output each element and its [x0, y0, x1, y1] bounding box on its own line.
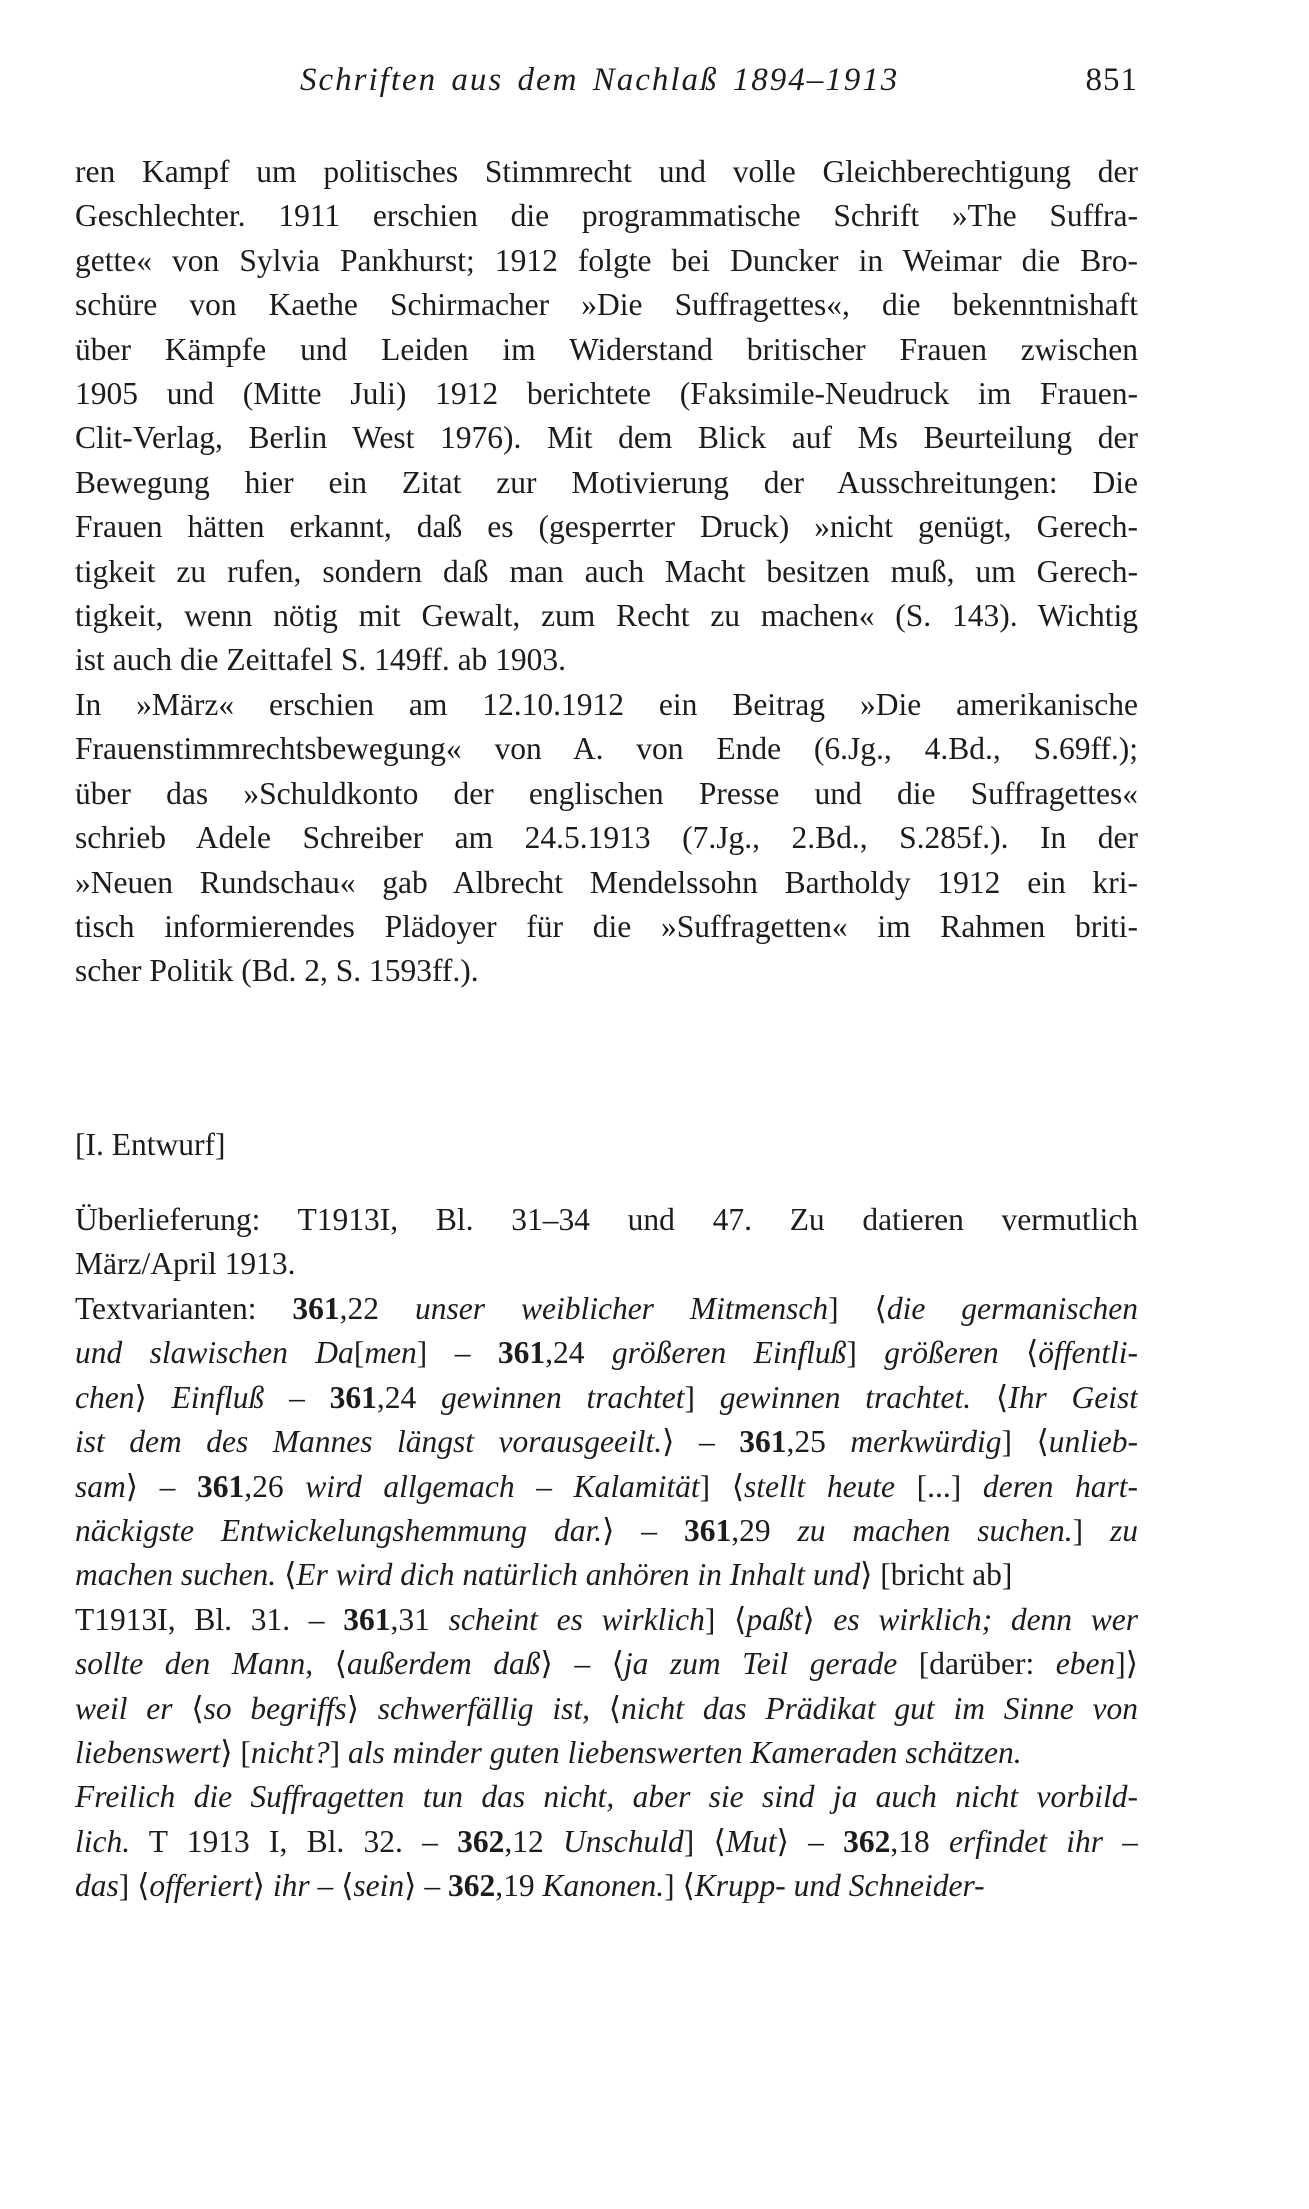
editorial-text: ⟨	[334, 1646, 347, 1682]
variant-text: näckigste Entwickelungshemmung dar.	[75, 1512, 603, 1548]
variant-text: scheint es wirklich	[448, 1601, 705, 1637]
variant-text: schwerfällig ist,	[377, 1690, 609, 1726]
running-title: Schriften aus dem Nachlaß 1894–1913	[300, 62, 900, 98]
editorial-text: ]	[684, 1379, 720, 1415]
text-line: Frauen hätten erkannt, daß es (gesperrter Druck) »nicht genügt, Gerech-	[75, 509, 1138, 545]
editorial-text: ]	[1072, 1512, 1110, 1548]
page-reference: 362	[457, 1823, 505, 1859]
editorial-text: ,12	[504, 1823, 564, 1859]
editorial-text: T1913I, Bl. 31. –	[75, 1601, 344, 1637]
text-line	[75, 1731, 1138, 1775]
variant-text: so begriffs	[203, 1690, 347, 1726]
variant-text: nicht das Prädikat gut im Sinne von	[621, 1690, 1138, 1726]
editorial-text: ,19	[495, 1868, 543, 1904]
page-reference: 362	[447, 1868, 496, 1904]
editorial-text: ,22	[339, 1291, 416, 1326]
variant-text: größeren	[884, 1335, 1026, 1371]
variant-text: stellt heute	[743, 1468, 917, 1504]
text-line: Überlieferung: T1913I, Bl. 31–34 und 47. Zu datieren vermutlich	[75, 1202, 1138, 1237]
text-line: tigkeit, wenn nötig mit Gewalt, zum Recht zu machen« (S. 143). Wichtig	[75, 597, 1138, 633]
editorial-text: [...]	[916, 1468, 983, 1504]
text-line	[75, 1864, 1138, 1908]
variant-text: Freilich die Suffragetten tun das nicht, aber sie sind ja auch nicht vorbild-	[75, 1779, 1138, 1815]
variant-text: gewinnen trachtet.	[719, 1379, 996, 1415]
text-line: 1905 und (Mitte Juli) 1912 berichtete (Faksimile-Neudruck im Frauen-	[75, 375, 1138, 411]
editorial-text: ,26	[244, 1468, 306, 1504]
editorial-text: ⟨	[995, 1379, 1009, 1415]
text-line	[75, 1331, 1138, 1375]
page-reference: 361	[683, 1512, 732, 1548]
editorial-text: ⟨	[191, 1690, 204, 1726]
text-line: Frauenstimmrechtsbewegung« von A. von Ende (6.Jg., 4.Bd., S.69ff.);	[75, 731, 1138, 767]
variant-text: men	[364, 1335, 417, 1371]
editorial-text: ] –	[416, 1335, 498, 1371]
editorial-text: ⟨	[1025, 1335, 1039, 1371]
ueberlieferung-paragraph	[75, 1198, 1138, 1287]
editorial-text: ⟩ [bricht ab]	[860, 1557, 1013, 1593]
editorial-text: ,18	[890, 1823, 950, 1859]
editorial-text: ,24	[376, 1379, 442, 1415]
text-line: März/April 1913.	[75, 1246, 296, 1282]
editorial-text: ⟩	[802, 1601, 834, 1637]
text-line: ist auch die Zeittafel S. 149ff. ab 1903.	[75, 642, 567, 678]
variant-text: merkwürdig	[850, 1424, 1002, 1460]
variant-text: chen	[75, 1379, 135, 1415]
editorial-text: ] ⟨	[704, 1601, 747, 1637]
variant-text: paßt	[746, 1601, 803, 1637]
variant-text: sein	[353, 1868, 405, 1904]
page-reference: 361	[739, 1424, 787, 1460]
text-line: In »März« erschien am 12.10.1912 ein Beitrag »Die amerikanische	[75, 687, 1138, 722]
text-line	[75, 1420, 1138, 1464]
text-line	[75, 1775, 1138, 1819]
editorial-text: ,31	[390, 1601, 449, 1637]
editorial-text: ⟩	[134, 1379, 172, 1415]
variant-text: das	[75, 1868, 119, 1904]
variant-text: Kanonen.	[542, 1868, 665, 1904]
variant-text: Einfluß	[171, 1379, 265, 1415]
variant-text: als minder guten liebenswerten Kameraden schätzen.	[348, 1734, 1022, 1770]
variant-text: nicht?	[250, 1734, 330, 1770]
variant-text: erfindet ihr –	[949, 1823, 1138, 1859]
editorial-text: ⟩ [	[220, 1734, 251, 1770]
editorial-text: ⟨	[284, 1557, 297, 1593]
variant-text: Unschuld	[563, 1823, 684, 1859]
editorial-text: [darüber:	[918, 1646, 1056, 1682]
text-line: Bewegung hier ein Zitat zur Motivierung der Ausschreitungen: Die	[75, 464, 1138, 500]
variant-text: unser weiblicher Mitmensch	[415, 1291, 829, 1326]
variant-text: wird allgemach – Kalamität	[305, 1468, 700, 1504]
variant-text: die germanischen	[886, 1291, 1138, 1326]
text-line: über das »Schuldkonto der englischen Presse und die Suffragettes«	[75, 775, 1138, 811]
editorial-text: ⟩ –	[776, 1823, 844, 1859]
text-line: »Neuen Rundschau« gab Albrecht Mendelssohn Bartholdy 1912 ein kri-	[75, 864, 1138, 900]
editorial-text: ] ⟨	[664, 1868, 695, 1904]
text-line	[75, 1687, 1138, 1731]
editorial-text: ⟨	[608, 1690, 622, 1726]
variant-text: Er wird dich natürlich anhören in Inhalt und	[296, 1557, 861, 1593]
editorial-text: ⟩ –	[602, 1512, 684, 1548]
variant-text: liebenswert	[75, 1734, 221, 1770]
editorial-text: – ⟨	[309, 1868, 354, 1904]
editorial-text: ]	[846, 1335, 885, 1371]
editorial-text: ,24	[545, 1335, 612, 1371]
editorial-text: [	[353, 1335, 365, 1371]
commentary-paragraph-2	[75, 683, 1138, 994]
editorial-text: ] ⟨	[1001, 1424, 1049, 1460]
editorial-text: –	[264, 1379, 330, 1415]
text-line	[75, 1553, 1138, 1597]
editorial-text: ] ⟨	[828, 1291, 887, 1326]
editorial-text: ⟩ –	[125, 1468, 197, 1504]
text-line	[75, 1287, 1138, 1331]
page-number: 851	[1085, 62, 1138, 98]
editorial-text: ⟩	[346, 1690, 378, 1726]
editorial-text: ⟩ – ⟨	[540, 1646, 624, 1682]
text-line: schrieb Adele Schreiber am 24.5.1913 (7.Jg., 2.Bd., S.285f.). In der	[75, 820, 1138, 856]
variant-text: es wirklich; denn wer	[833, 1601, 1138, 1637]
text-line	[75, 1642, 1138, 1686]
variant-text: Mut	[725, 1823, 777, 1859]
editorial-text: ⟩ –	[404, 1868, 448, 1904]
editorial-text: T 1913 I, Bl. 32. –	[130, 1823, 458, 1859]
page-reference: 361	[292, 1291, 340, 1326]
text-line: ren Kampf um politisches Stimmrecht und volle Gleichberechtigung der	[75, 154, 1138, 189]
text-line: gette« von Sylvia Pankhurst; 1912 folgte bei Duncker in Weimar die Bro-	[75, 242, 1138, 278]
editorial-text: ⟩	[252, 1868, 273, 1904]
text-line	[75, 1820, 1138, 1864]
variant-text: lich.	[75, 1823, 131, 1859]
editorial-text: ] ⟨	[118, 1868, 150, 1904]
text-line: Clit-Verlag, Berlin West 1976). Mit dem Blick auf Ms Beurteilung der	[75, 420, 1138, 456]
page-reference: 361	[343, 1601, 391, 1637]
text-line: tigkeit zu rufen, sondern daß man auch Macht besitzen muß, um Gerech-	[75, 553, 1138, 589]
page-reference: 362	[843, 1823, 891, 1859]
variant-text: unlieb-	[1048, 1424, 1138, 1460]
editorial-text: Textvarianten:	[75, 1291, 293, 1326]
variant-text: ihr	[272, 1868, 310, 1904]
variant-text: zu	[1109, 1512, 1138, 1548]
section-heading-text: [I. Entwurf]	[75, 1127, 226, 1162]
variant-text: Krupp- und Schneider-	[694, 1868, 985, 1904]
variant-text: zu machen suchen.	[797, 1512, 1073, 1548]
running-header	[300, 62, 1138, 112]
text-line: schüre von Kaethe Schirmacher »Die Suffragettes«, die bekenntnishaft	[75, 287, 1138, 323]
section-heading	[75, 1123, 1138, 1167]
variant-text: eben	[1055, 1646, 1116, 1682]
page-reference: 361	[197, 1468, 245, 1504]
text-line	[75, 1465, 1138, 1509]
page-reference: 361	[497, 1335, 546, 1371]
commentary-paragraph-1	[75, 150, 1138, 683]
variant-text: sollte den Mann,	[75, 1646, 335, 1682]
variant-text: ist dem des Mannes längst vorausgeeilt.	[75, 1424, 663, 1460]
textvarianten-paragraph	[75, 1287, 1138, 1908]
variant-text: Ihr Geist	[1008, 1379, 1138, 1415]
variant-text: offeriert	[149, 1868, 253, 1904]
editorial-text: ]⟩	[1115, 1646, 1138, 1682]
editorial-text: ,29	[731, 1512, 798, 1548]
variant-text: gewinnen trachtet	[441, 1379, 685, 1415]
text-line: scher Politik (Bd. 2, S. 1593ff.).	[75, 953, 479, 989]
text-line: tisch informierendes Plädoyer für die »Suffragetten« im Rahmen briti-	[75, 908, 1138, 944]
variant-text: öffentli-	[1038, 1335, 1138, 1371]
variant-text: und slawischen Da	[75, 1335, 354, 1371]
page-reference: 361	[329, 1379, 377, 1415]
editorial-text: ] ⟨	[699, 1468, 744, 1504]
editorial-text: ⟩ –	[662, 1424, 740, 1460]
text-line: Geschlechter. 1911 erschien die programmatische Schrift »The Suffra-	[75, 198, 1138, 234]
text-line	[75, 1598, 1138, 1642]
editorial-text: ,25	[786, 1424, 851, 1460]
variant-text: außerdem daß	[346, 1646, 541, 1682]
variant-text: deren hart-	[982, 1468, 1138, 1504]
variant-text: größeren Einfluß	[611, 1335, 847, 1371]
text-line	[75, 1509, 1138, 1553]
editorial-text: ]	[329, 1734, 349, 1770]
editorial-text: ] ⟨	[683, 1823, 726, 1859]
variant-text: weil er	[75, 1690, 192, 1726]
text-line	[75, 1376, 1138, 1420]
variant-text: ja zum Teil gerade	[623, 1646, 919, 1682]
variant-text: machen suchen.	[75, 1557, 285, 1593]
variant-text: sam	[75, 1468, 126, 1504]
text-line: über Kämpfe und Leiden im Widerstand britischer Frauen zwischen	[75, 331, 1138, 367]
